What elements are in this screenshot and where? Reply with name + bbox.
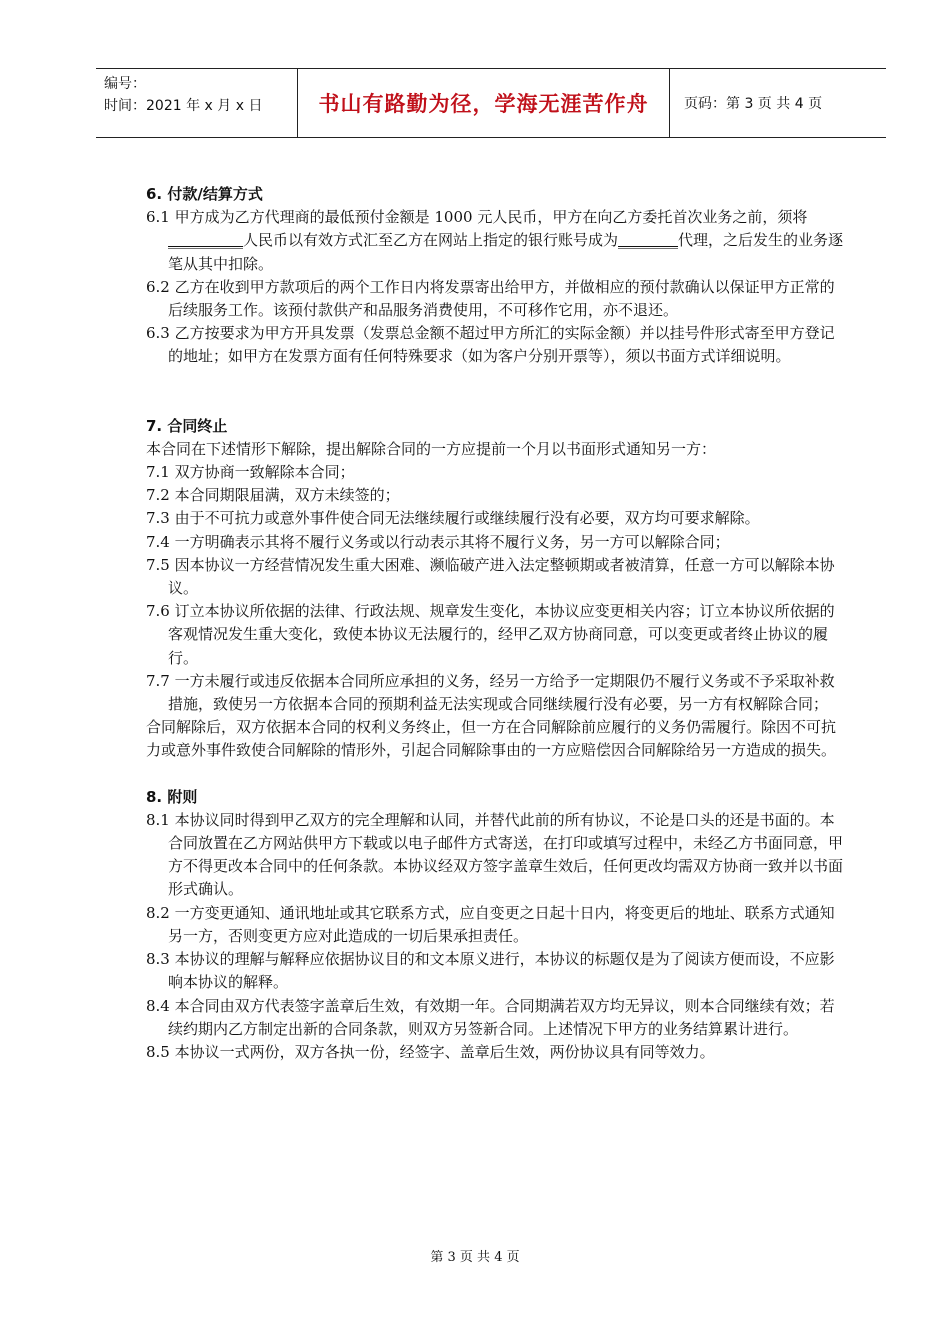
clause-8-5: 8.5 本协议一式两份，双方各执一份，经签字、盖章后生效，两份协议具有同等效力。 xyxy=(146,1042,715,1061)
clause-8-2: 8.2 一方变更通知、通讯地址或其它联系方式，应自变更之日起十日内，将变更后的地址、联系方式通知另一方，否则变更方应对此造成的一切后果承担责任。 xyxy=(146,903,835,945)
page-header xyxy=(96,68,886,138)
clause-6-1-text-c: 代理，之后发生的业务逐笔从其中扣除。 xyxy=(168,231,844,273)
clause-7-7: 7.7 一方未履行或违反依据本合同所应承担的义务，经另一方给予一定期限仍不履行义务或不予采取补救措施，致使另一方依据本合同的预期利益无法实现或合同继续履行没有必要，另一方有权解除合同； xyxy=(146,671,835,714)
clause-8-4: 8.4 本合同由双方代表签字盖章后生效，有效期一年。合同期满若双方均无异议，则本合同继续有效；若续约期内乙方制定出新的合同条款，则双方另签新合同。上述情况下甲方的业务结算累计进行。 xyxy=(146,996,835,1038)
section-spacer xyxy=(146,369,846,415)
clause-6-1-text-a: 6.1 甲方成为乙方代理商的最低预付金额是 1000 元人民币，甲方在向乙方委托首次业务之前，须将 xyxy=(146,208,808,227)
document-body xyxy=(146,183,846,1064)
header-motto: 书山有路勤为径，学海无涯苦作舟 xyxy=(298,69,670,137)
clause-6-1 xyxy=(146,206,846,276)
clause-7-6: 7.6 订立本协议所依据的法律、行政法规、规章发生变化，本协议应变更相关内容；订立本协议所依据的客观情况发生重大变化，致使本协议无法履行的，经甲乙双方协商同意，可以变更或者终止协议的履行。 xyxy=(146,602,835,667)
clause-7-3: 7.3 由于不可抗力或意外事件使合同无法继续履行或继续履行没有必要，双方均可要求解除。 xyxy=(146,509,760,528)
document-number-label: 编号： xyxy=(104,76,146,92)
clause-8-3: 8.3 本协议的理解与解释应依据协议目的和文本原义进行，本协议的标题仅是为了阅读方便而设，不应影响本协议的解释。 xyxy=(146,950,835,992)
header-page-number: 页码：第 3 页 共 4 页 xyxy=(684,96,823,112)
section-7-intro: 本合同在下述情形下解除，提出解除合同的一方应提前一个月以书面形式通知另一方： xyxy=(146,439,717,458)
section-7-closing: 合同解除后，双方依据本合同的权利义务终止，但一方在合同解除前应履行的义务仍需履行。除因不可抗力或意外事件致使合同解除的情形外，引起合同解除事由的一方应赔偿因合同解除给另一方造成的损失。 xyxy=(146,718,837,760)
header-meta xyxy=(96,69,298,137)
clause-6-3: 6.3 乙方按要求为甲方开具发票（发票总金额不超过甲方所汇的实际金额）并以挂号件形式寄至甲方登记的地址；如甲方在发票方面有任何特殊要求（如为客户分别开票等），须以书面方式详细说明。 xyxy=(146,324,835,366)
clause-6-1-text-b: 人民币以有效方式汇至乙方在网站上指定的银行账号成为 xyxy=(243,231,619,250)
clause-6-2: 6.2 乙方在收到甲方款项后的两个工作日内将发票寄出给甲方，并做相应的预付款确认以保证甲方正常的后续服务工作。该预付款供产和品服务消费使用，不可移作它用，亦不退还。 xyxy=(146,277,835,320)
clause-7-1: 7.1 双方协商一致解除本合同； xyxy=(146,463,355,482)
section-spacer xyxy=(146,763,846,786)
clause-8-1: 8.1 本协议同时得到甲乙双方的完全理解和认同，并替代此前的所有协议，不论是口头的还是书面的。本合同放置在乙方网站供甲方下载或以电子邮件方式寄送，在打印或填写过程中，未经乙方书面同意，甲方不得更改本合同中的任何条款。本协议经双方签字盖章生效后，任何更改均需双方协商一致并以书面形式确认。 xyxy=(146,810,844,899)
document-time: 时间：2021 年 x 月 x 日 xyxy=(104,98,263,114)
clause-7-4: 7.4 一方明确表示其将不履行义务或以行动表示其将不履行义务，另一方可以解除合同； xyxy=(146,532,730,551)
clause-7-5: 7.5 因本协议一方经营情况发生重大困难、濒临破产进入法定整顿期或者被清算，任意一方可以解除本协议。 xyxy=(146,555,835,598)
page-footer: 第 3 页 共 4 页 xyxy=(430,1250,520,1265)
blank-field-agent: ________ xyxy=(618,231,679,250)
clause-7-2: 7.2 本合同期限届满，双方未续签的； xyxy=(146,486,400,505)
section-7-title: 7. 合同终止 xyxy=(146,416,228,435)
section-6-title: 6. 付款/结算方式 xyxy=(146,185,263,203)
blank-field-amount: __________ xyxy=(168,231,243,250)
section-8-title: 8. 附则 xyxy=(146,787,198,806)
